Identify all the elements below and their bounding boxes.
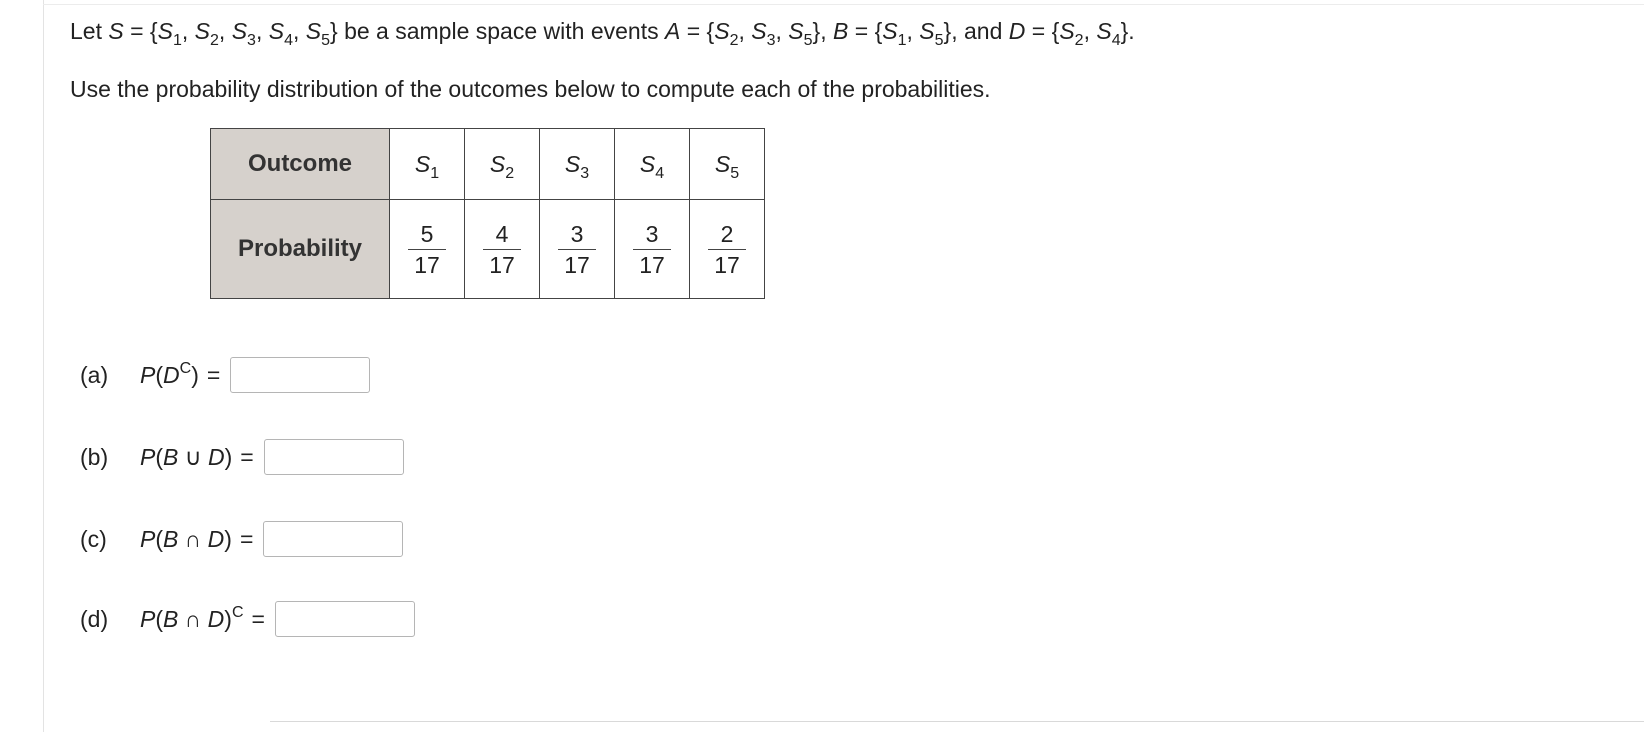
paren-close: ): [224, 605, 232, 632]
probability-cell: [690, 200, 765, 299]
text-sep: ,: [218, 18, 232, 44]
sub-index: 5: [321, 32, 330, 49]
var-s: S: [1096, 18, 1112, 44]
outcome-index: 1: [430, 164, 440, 182]
top-border: [43, 4, 1644, 5]
var-D: D: [207, 443, 225, 470]
question-c-label: (c): [80, 525, 107, 552]
sub-index: 2: [1074, 32, 1084, 49]
fraction: [633, 219, 671, 280]
outcome-index: 4: [655, 164, 665, 182]
sub-index: 2: [210, 32, 219, 49]
var-B: B: [163, 443, 179, 470]
probability-header: Probability: [211, 200, 390, 299]
var-s: S: [788, 18, 804, 44]
outcome-cell: [465, 129, 540, 200]
sub-index: 2: [729, 32, 739, 49]
paren-open: (: [155, 443, 164, 470]
numerator: 2: [720, 220, 734, 247]
text-equals: = {: [680, 18, 715, 44]
var-s: S: [157, 18, 173, 44]
denominator: 17: [408, 249, 446, 280]
var-S: S: [108, 18, 124, 44]
outcome-index: 3: [580, 164, 590, 182]
var-B: B: [833, 18, 849, 44]
answer-c-input[interactable]: [263, 521, 403, 557]
outcome-index: 2: [505, 164, 515, 182]
question-c-expression: [140, 526, 232, 553]
text-close-sep: },: [812, 18, 834, 44]
sub-index: 5: [803, 32, 813, 49]
sub-index: 4: [284, 32, 293, 49]
var-B: B: [163, 525, 179, 552]
probability-cell: [615, 200, 690, 299]
intersection-operator: ∩: [178, 605, 208, 632]
sub-index: 1: [172, 32, 182, 49]
text-equals: = {: [1025, 18, 1060, 44]
var-s: S: [751, 18, 767, 44]
text-sep: ,: [181, 18, 195, 44]
question-b-expression: [140, 444, 232, 471]
text-end: }.: [1120, 18, 1135, 44]
equals-sign: =: [206, 361, 221, 388]
func-P: P: [140, 525, 156, 552]
paren-open: (: [155, 605, 164, 632]
fraction: [408, 219, 446, 280]
outcome-symbol: S: [564, 150, 581, 177]
var-s: S: [919, 18, 935, 44]
outcome-symbol: S: [639, 150, 656, 177]
fraction: [708, 219, 746, 280]
func-P: P: [140, 443, 156, 470]
numerator: 4: [495, 220, 509, 247]
var-s: S: [305, 18, 322, 44]
probability-cell: [465, 200, 540, 299]
equals-sign: =: [251, 605, 265, 632]
answer-b-input[interactable]: [264, 439, 404, 475]
var-s: S: [268, 18, 285, 44]
complement-sup: C: [179, 359, 192, 377]
outcome-cell: [690, 129, 765, 200]
var-D: D: [207, 605, 225, 632]
probability-table: [210, 128, 765, 299]
equals-sign: =: [240, 443, 254, 470]
text-and: }, and: [943, 18, 1009, 44]
outcome-index: 5: [730, 164, 740, 182]
question-d: [80, 601, 415, 637]
var-s: S: [231, 18, 248, 44]
text-equals: = {: [123, 18, 158, 44]
numerator: 3: [645, 220, 659, 247]
text-close: }: [330, 18, 338, 44]
problem-line-2: Use the probability distribution of the outcomes below to compute each of the probabilities.: [70, 76, 991, 102]
paren-open: (: [155, 361, 164, 388]
numerator: 3: [570, 220, 584, 247]
union-operator: ∪: [178, 443, 208, 470]
bottom-border: [270, 721, 1644, 722]
denominator: 17: [483, 249, 521, 280]
question-a-expression: [140, 359, 199, 389]
answer-d-input[interactable]: [275, 601, 415, 637]
outcome-symbol: S: [414, 150, 431, 177]
var-D: D: [1008, 18, 1026, 44]
denominator: 17: [633, 249, 671, 280]
func-P: P: [140, 605, 156, 632]
text-events: be a sample space with events: [337, 18, 665, 44]
var-A: A: [664, 18, 681, 44]
outcome-header: Outcome: [211, 129, 390, 200]
paren-close: ): [224, 443, 233, 470]
intersection-operator: ∩: [178, 525, 208, 552]
text-sep: ,: [292, 18, 306, 44]
fraction: [483, 219, 521, 280]
fraction: [558, 219, 596, 280]
question-d-label: (d): [80, 605, 109, 632]
sub-index: 5: [934, 32, 944, 49]
sub-index: 1: [897, 32, 907, 49]
sub-index: 4: [1111, 32, 1121, 49]
outcome-cell: [615, 129, 690, 200]
question-d-expression: [140, 603, 244, 633]
var-D: D: [163, 361, 180, 388]
func-P: P: [140, 361, 156, 388]
outcome-symbol: S: [489, 150, 506, 177]
outcome-cell: [540, 129, 615, 200]
equals-sign: =: [239, 525, 254, 552]
sub-index: 3: [247, 32, 256, 49]
text-sep: ,: [738, 18, 752, 44]
question-c: [80, 521, 403, 557]
var-D: D: [207, 525, 225, 552]
text-equals: = {: [848, 18, 883, 44]
problem-statement: [70, 14, 1135, 106]
var-B: B: [163, 605, 179, 632]
sub-index: 3: [766, 32, 776, 49]
question-b: [80, 439, 404, 475]
var-s: S: [714, 18, 730, 44]
problem-line-1: [70, 14, 1135, 48]
paren-close: ): [191, 361, 199, 388]
text-sep: ,: [1083, 18, 1097, 44]
text-sep: ,: [255, 18, 269, 44]
var-s: S: [882, 18, 898, 44]
complement-sup: C: [231, 603, 244, 621]
probability-cell: [390, 200, 465, 299]
outcome-cell: [390, 129, 465, 200]
outcome-row: [211, 129, 765, 200]
text-sep: ,: [906, 18, 920, 44]
probability-row: [211, 200, 765, 299]
answer-a-input[interactable]: [230, 357, 370, 393]
question-b-label: (b): [80, 443, 109, 470]
text-let: Let: [70, 18, 109, 44]
var-s: S: [194, 18, 210, 44]
denominator: 17: [558, 249, 596, 280]
var-s: S: [1059, 18, 1075, 44]
denominator: 17: [708, 249, 746, 280]
question-a-label: (a): [80, 361, 109, 388]
probability-cell: [540, 200, 615, 299]
left-border: [43, 0, 44, 732]
numerator: 5: [420, 220, 434, 247]
text-sep: ,: [775, 18, 789, 44]
paren-close: ): [224, 525, 232, 552]
question-a: [80, 357, 370, 393]
paren-open: (: [155, 525, 164, 552]
outcome-symbol: S: [714, 150, 731, 177]
